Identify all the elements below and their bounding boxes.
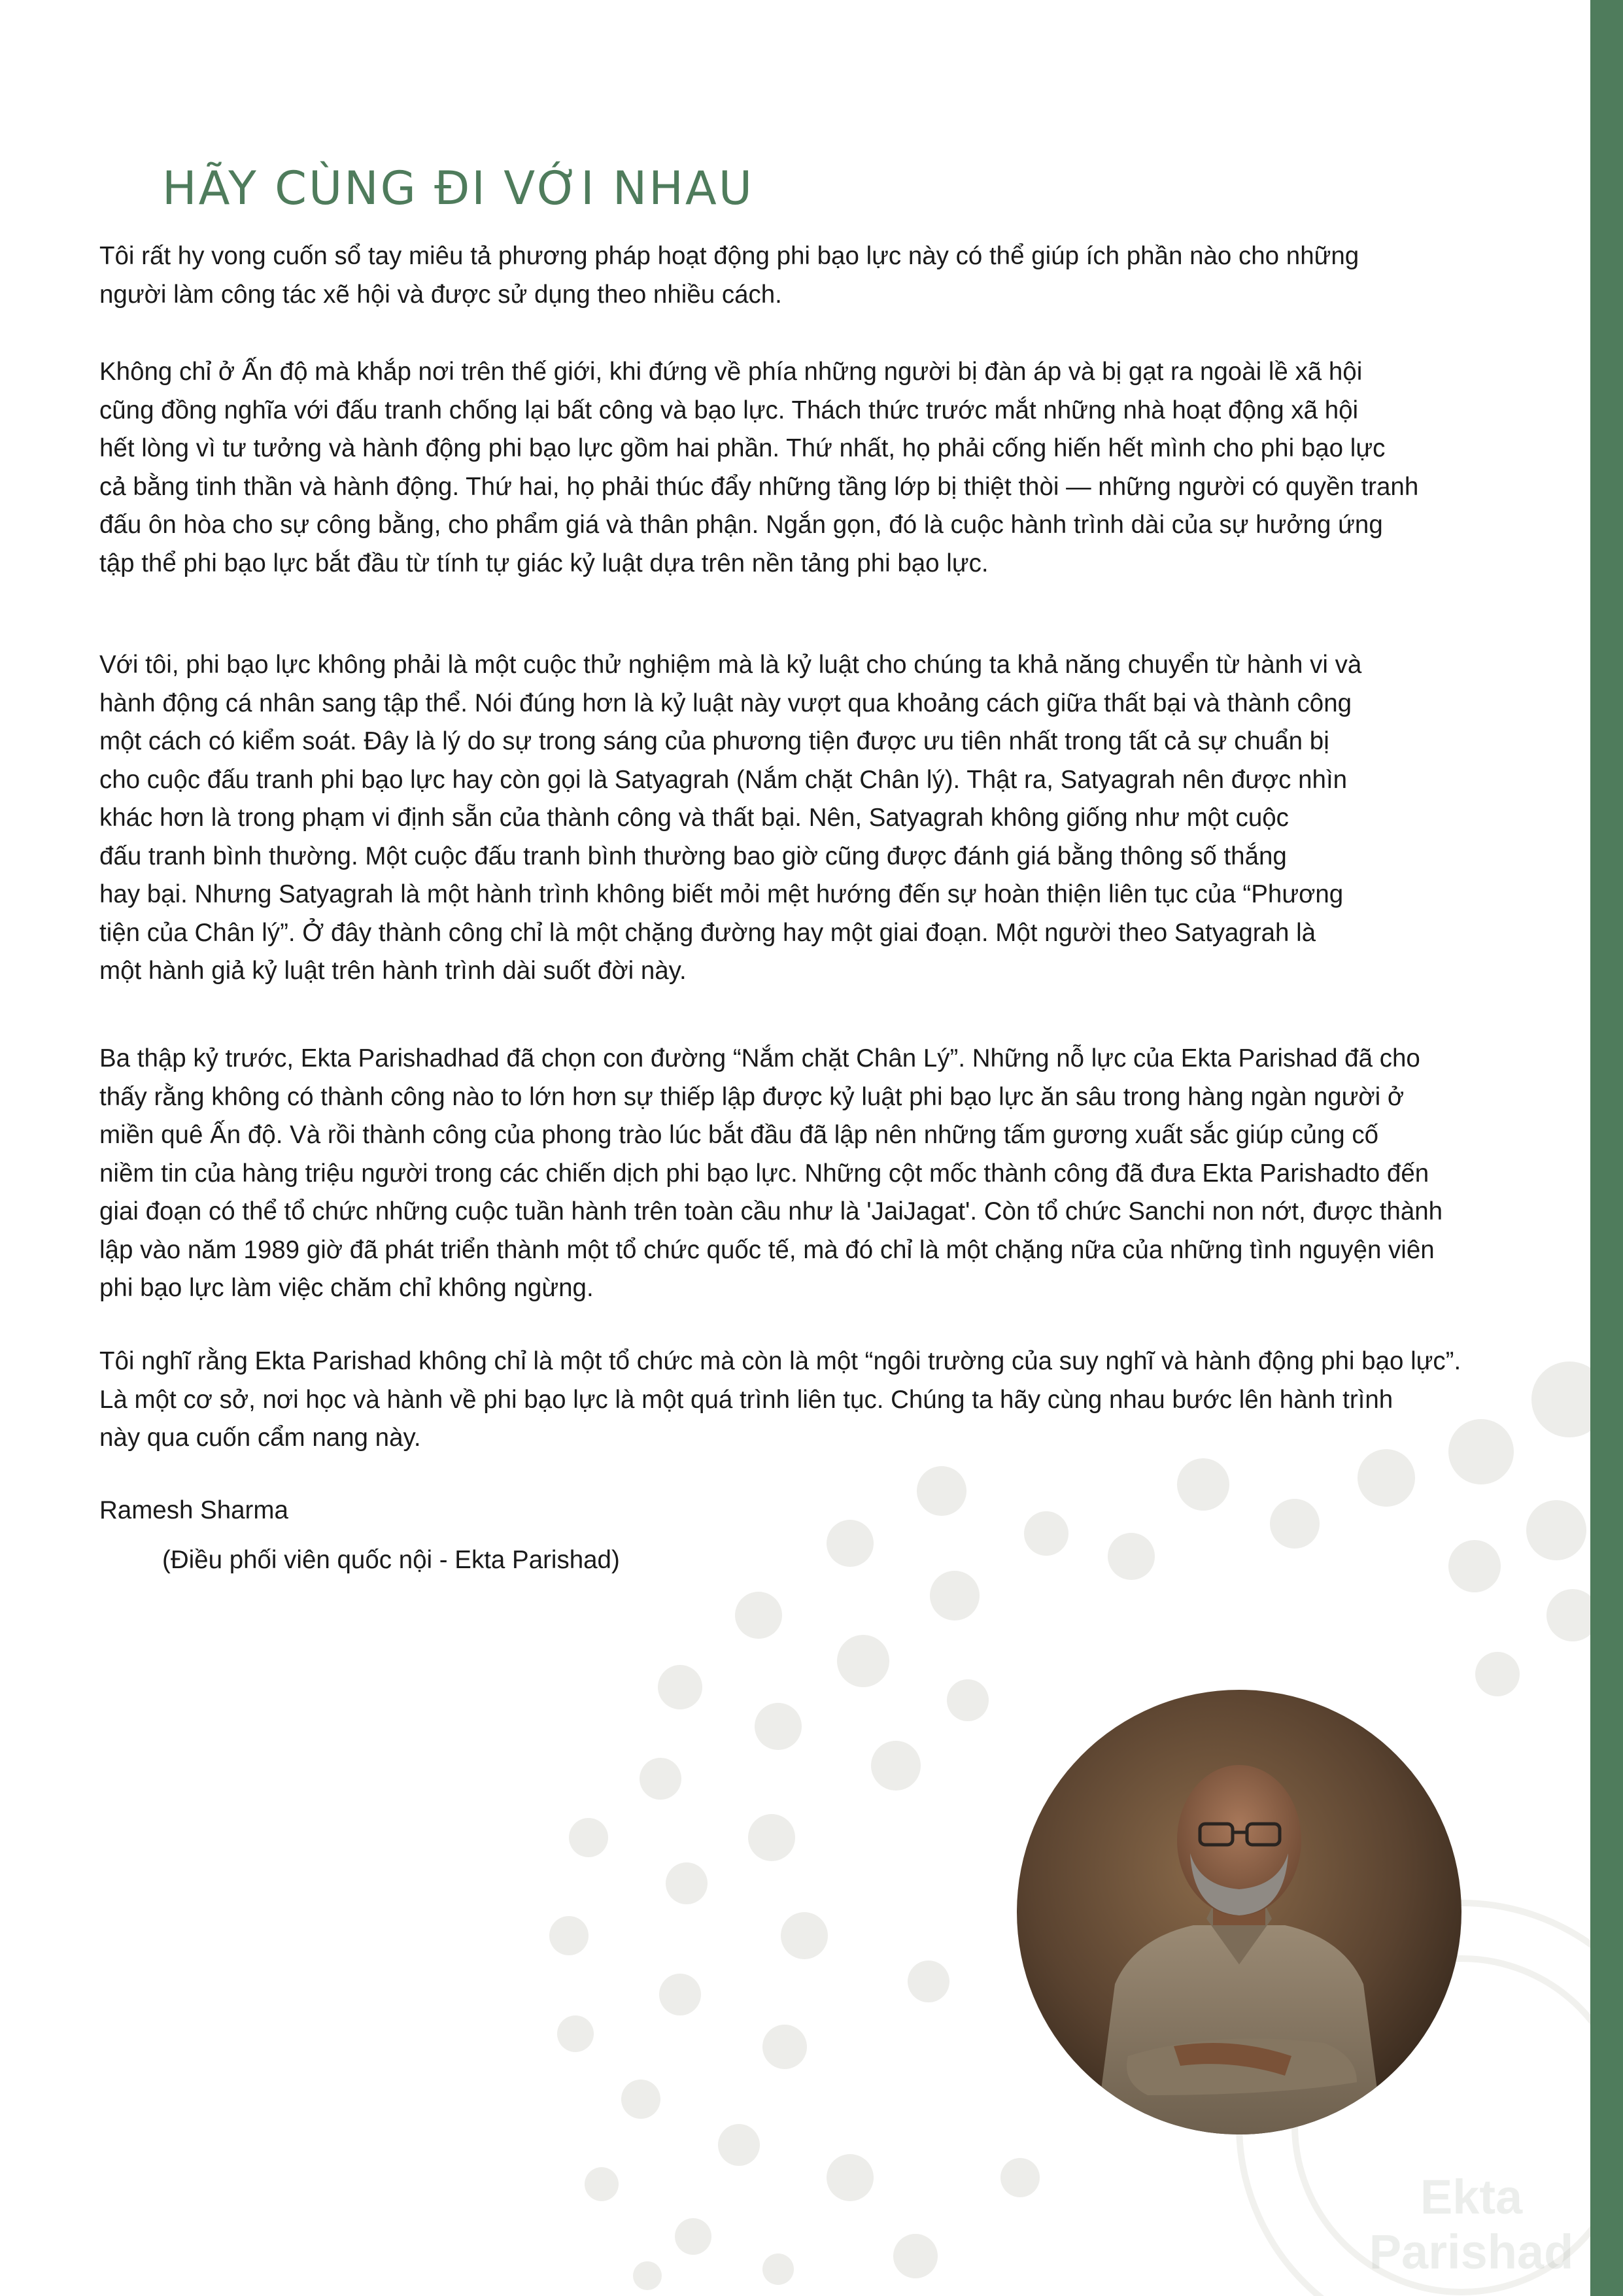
paragraph — [99, 646, 1512, 991]
paragraph — [99, 237, 1512, 314]
text-line: cũng đồng nghĩa với đấu tranh chống lại bất công và bạo lực. Thách thức trước mắt những nhà hoạt động xã hội — [99, 396, 1359, 424]
paragraph — [99, 1343, 1512, 1458]
text-line: đấu tranh bình thường. Một cuộc đấu tranh bình thường bao giờ cũng được đánh giá bằng thông số thắng — [99, 842, 1287, 870]
text-line: hành động cá nhân sang tập thể. Nói đúng hơn là kỷ luật này vượt qua khoảng cách giữa thất bại và thành công — [99, 689, 1352, 717]
author-role: (Điều phối viên quốc nội - Ekta Parishad) — [162, 1546, 620, 1574]
text-line: miền quê Ấn độ. Và rồi thành công của phong trào lúc bắt đầu đã lập nên những tấm gương xuất sắc giúp củng cố — [99, 1121, 1379, 1149]
page-title: HÃY CÙNG ĐI VỚI NHAU — [162, 162, 755, 215]
text-line: thấy rằng không có thành công nào to lớn hơn sự thiếp lập được kỷ luật phi bạo lực ăn sâu trong hàng ngàn người ở — [99, 1082, 1405, 1111]
paragraph — [99, 353, 1512, 583]
text-line: hay bại. Nhưng Satyagrah là một hành trình không biết mỏi mệt hướng đến sự hoàn thiện liên tục của “Phương — [99, 880, 1344, 908]
text-line: phi bạo lực làm việc chăm chỉ không ngừng. — [99, 1274, 594, 1302]
text-line: cả bằng tinh thần và hành động. Thứ hai, họ phải thúc đẩy những tầng lớp bị thiệt thòi — những người có quyền tranh — [99, 472, 1419, 501]
portrait-photo — [1017, 1690, 1461, 2134]
text-line: cho cuộc đấu tranh phi bạo lực hay còn gọi là Satyagrah (Nắm chặt Chân lý). Thật ra, Satyagrah nên được nhìn — [99, 765, 1348, 794]
text-line: Là một cơ sở, nơi học và hành về phi bạo lực là một quá trình liên tục. Chúng ta hãy cùng nhau bước lên hành trình — [99, 1385, 1393, 1414]
text-line: tập thể phi bạo lực bắt đầu từ tính tự giác kỷ luật dựa trên nền tảng phi bạo lực. — [99, 549, 989, 577]
text-line: đấu ôn hòa cho sự công bằng, cho phẩm giá và thân phận. Ngắn gọn, đó là cuộc hành trình dài của sự hưởng ứng — [99, 511, 1383, 539]
text-line: Tôi rất hy vong cuốn sổ tay miêu tả phương pháp hoạt động phi bạo lực này có thể giúp ích phần nào cho những — [99, 242, 1359, 270]
text-line: Tôi nghĩ rằng Ekta Parishad không chỉ là một tổ chức mà còn là một “ngôi trường của suy nghĩ và hành động phi bạo lực”. — [99, 1347, 1461, 1375]
logo-watermark — [1341, 2170, 1602, 2280]
text-line: khác hơn là trong phạm vi định sẵn của thành công và thất bại. Nên, Satyagrah không giống như một cuộc — [99, 804, 1289, 832]
author-name: Ramesh Sharma — [99, 1496, 288, 1524]
text-line: người làm công tác xẽ hội và được sử dụng theo nhiều cách. — [99, 280, 782, 309]
text-line: một hành giả kỷ luật trên hành trình dài suốt đời này. — [99, 957, 687, 985]
logo-line: Ekta — [1420, 2170, 1523, 2224]
text-line: này qua cuốn cẩm nang này. — [99, 1424, 421, 1452]
text-line: một cách có kiểm soát. Đây là lý do sự trong sáng của phương tiện được ưu tiên nhất trong tất cả sự chuẩn bị — [99, 727, 1329, 755]
logo-line: Parishad — [1369, 2225, 1574, 2279]
text-line: giai đoạn có thể tổ chức những cuộc tuần hành trên toàn cầu như là 'JaiJagat'. Còn tổ chức Sanchi non nớt, được thành — [99, 1197, 1443, 1225]
text-line: tiện của Chân lý”. Ở đây thành công chỉ là một chặng đường hay một giai đoạn. Một người theo Satyagrah là — [99, 918, 1316, 947]
text-line: Ba thập kỷ trước, Ekta Parishadhad đã chọn con đường “Nắm chặt Chân Lý”. Những nỗ lực của Ekta Parishad đã cho — [99, 1044, 1420, 1072]
side-accent-bar — [1590, 0, 1623, 2296]
paragraph — [99, 1040, 1512, 1308]
text-line: Với tôi, phi bạo lực không phải là một cuộc thử nghiệm mà là kỷ luật cho chúng ta khả năng chuyển từ hành vi và — [99, 651, 1362, 679]
text-line: lập vào năm 1989 giờ đã phát triển thành một tổ chức quốc tế, mà đó chỉ là một chặng nữa của những tình nguyện viên — [99, 1235, 1435, 1264]
text-line: niềm tin của hàng triệu người trong các chiến dịch phi bạo lực. Những cột mốc thành công đã đưa Ekta Parishadto đến — [99, 1159, 1429, 1188]
text-line: Không chỉ ở Ấn độ mà khắp nơi trên thế giới, khi đứng về phía những người bị đàn áp và bị gạt ra ngoài lề xã hội — [99, 358, 1363, 386]
text-line: hết lòng vì tư tưởng và hành động phi bạo lực gồm hai phần. Thứ nhất, họ phải cống hiến hết mình cho phi bạo lực — [99, 434, 1386, 462]
